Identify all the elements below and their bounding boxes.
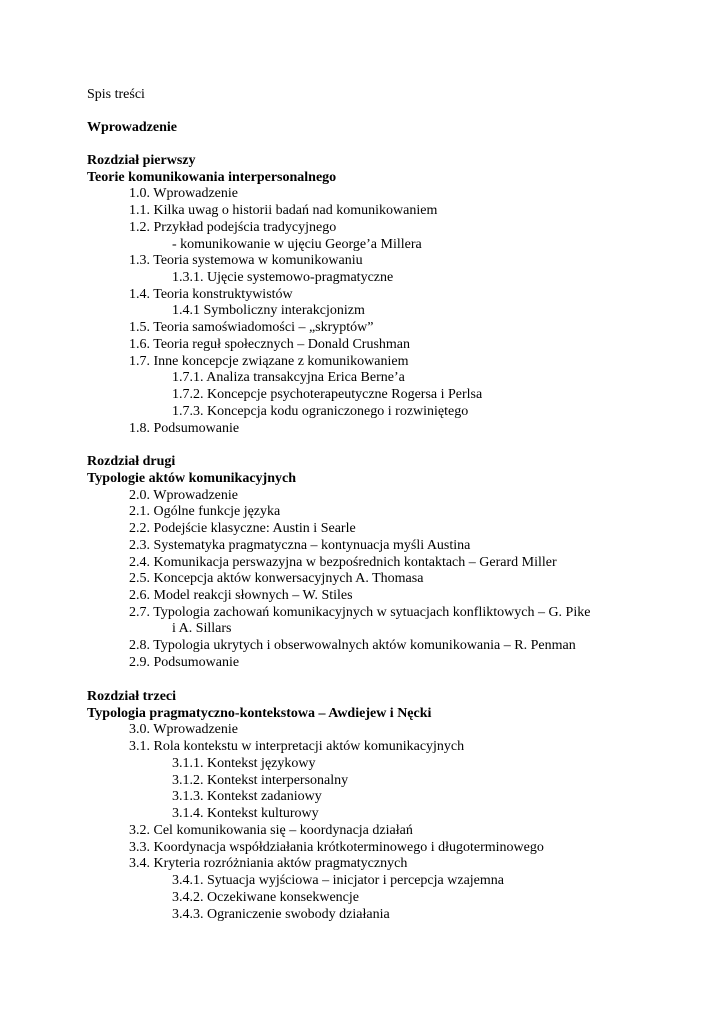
chapter-1-label: Rozdział pierwszy <box>87 153 196 168</box>
toc-subitem: 3.4.2. Oczekiwane konsekwencje <box>172 890 359 905</box>
toc-subitem: 3.1.4. Kontekst kulturowy <box>172 806 319 821</box>
toc-item: 2.0. Wprowadzenie <box>129 488 238 503</box>
toc-item: 1.2. Przykład podejścia tradycyjnego <box>129 220 337 235</box>
toc-item: 1.6. Teoria reguł społecznych – Donald Crushman <box>129 337 411 352</box>
toc-subitem: 1.7.3. Koncepcja kodu ograniczonego i rozwiniętego <box>172 404 469 419</box>
chapter-1-title: Teorie komunikowania interpersonalnego <box>87 170 337 185</box>
toc-subitem: 3.1.2. Kontekst interpersonalny <box>172 773 349 788</box>
toc-subitem: 3.1.3. Kontekst zadaniowy <box>172 789 322 804</box>
toc-item: 2.3. Systematyka pragmatyczna – kontynuacja myśli Austina <box>129 538 471 553</box>
toc-item: 2.4. Komunikacja perswazyjna w bezpośrednich kontaktach – Gerard Miller <box>129 555 557 570</box>
toc-subitem: 3.4.3. Ograniczenie swobody działania <box>172 907 390 922</box>
intro-heading: Wprowadzenie <box>87 120 177 135</box>
toc-item: 1.1. Kilka uwag o historii badań nad komunikowaniem <box>129 203 438 218</box>
toc-item: 3.4. Kryteria rozróżniania aktów pragmatycznych <box>129 856 408 871</box>
chapter-3-title: Typologia pragmatyczno-kontekstowa – Awdiejew i Nęcki <box>87 706 432 721</box>
toc-item: 2.2. Podejście klasyczne: Austin i Searle <box>129 521 356 536</box>
toc-subitem: 3.1.1. Kontekst językowy <box>172 756 316 771</box>
toc-item: 2.9. Podsumowanie <box>129 655 240 670</box>
toc-subitem: 1.3.1. Ujęcie systemowo-pragmatyczne <box>172 270 394 285</box>
toc-item: 2.7. Typologia zachowań komunikacyjnych w sytuacjach konfliktowych – G. Pike <box>129 605 591 620</box>
chapter-2-label: Rozdział drugi <box>87 454 176 469</box>
toc-item: 1.7. Inne koncepcje związane z komunikowaniem <box>129 354 409 369</box>
toc-item-continuation: i A. Sillars <box>172 621 232 636</box>
toc-subitem: 1.7.1. Analiza transakcyjna Erica Berne’a <box>172 370 405 385</box>
chapter-3-label: Rozdział trzeci <box>87 689 177 704</box>
toc-item: 2.8. Typologia ukrytych i obserwowalnych aktów komunikowania – R. Penman <box>129 638 576 653</box>
toc-item: 2.1. Ogólne funkcje języka <box>129 504 281 519</box>
toc-item: 3.2. Cel komunikowania się – koordynacja działań <box>129 823 413 838</box>
toc-subitem: 3.4.1. Sytuacja wyjściowa – inicjator i percepcja wzajemna <box>172 873 504 888</box>
toc-subitem: 1.7.2. Koncepcje psychoterapeutyczne Rogersa i Perlsa <box>172 387 483 402</box>
toc-title: Spis treści <box>87 87 145 102</box>
toc-item: 2.6. Model reakcji słownych – W. Stiles <box>129 588 353 603</box>
toc-subitem: 1.4.1 Symboliczny interakcjonizm <box>172 303 365 318</box>
toc-item: - komunikowanie w ujęciu George’a Millera <box>172 237 422 252</box>
toc-item: 1.0. Wprowadzenie <box>129 186 238 201</box>
toc-item: 3.1. Rola kontekstu w interpretacji aktów komunikacyjnych <box>129 739 465 754</box>
toc-item: 1.3. Teoria systemowa w komunikowaniu <box>129 253 363 268</box>
toc-item: 1.8. Podsumowanie <box>129 421 240 436</box>
chapter-2-title: Typologie aktów komunikacyjnych <box>87 471 296 486</box>
toc-item: 3.3. Koordynacja współdziałania krótkoterminowego i długoterminowego <box>129 840 544 855</box>
toc-item: 3.0. Wprowadzenie <box>129 722 238 737</box>
toc-item: 2.5. Koncepcja aktów konwersacyjnych A. Thomasa <box>129 571 424 586</box>
toc-item: 1.5. Teoria samoświadomości – „skryptów” <box>129 320 374 335</box>
toc-item: 1.4. Teoria konstruktywistów <box>129 287 293 302</box>
